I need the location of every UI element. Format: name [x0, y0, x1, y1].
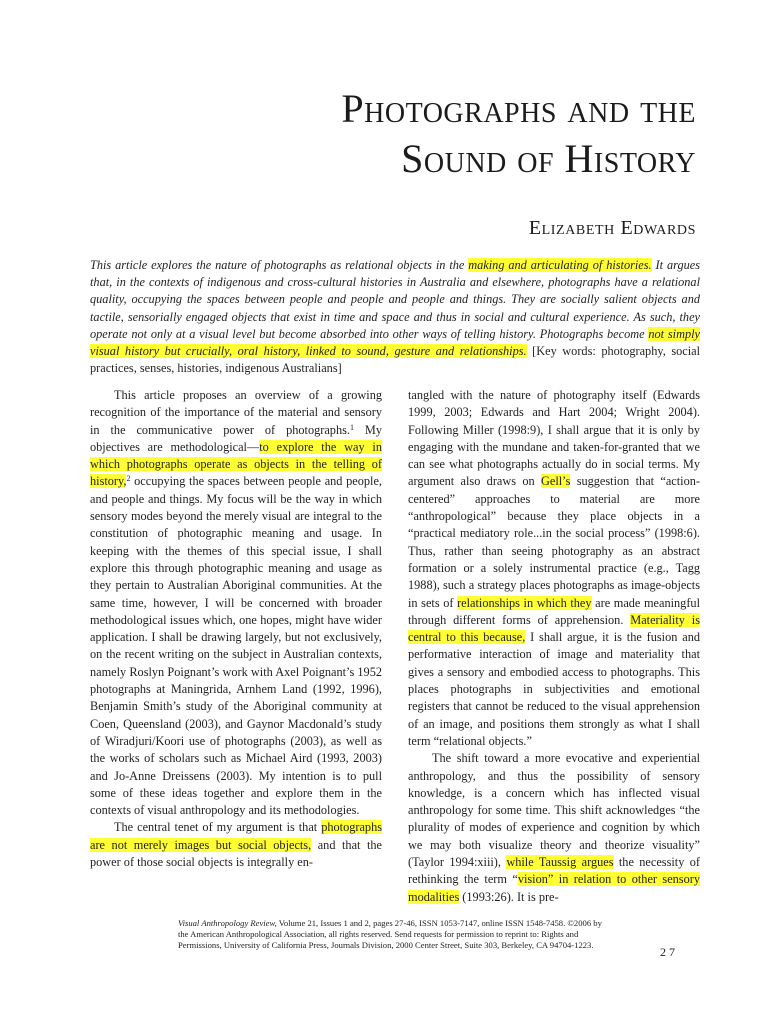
highlight: making and articulating of histories.	[468, 258, 652, 272]
paragraph	[90, 387, 382, 819]
abstract-text: It argues that, in the contexts of indigenous and cross-cultural histories in Australia and elsewhere, photographs have a relational quality, occupying the spaces between people and people and people and things. They are socially salient objects and tactile, sensorially engaged objects that exist in time and space and thus in social and cultural experience. As such, they operate not only at a visual level but become absorbed into other ways of telling history. Photographs become	[90, 258, 700, 341]
body-text: (1993:26). It is pre-	[459, 889, 559, 904]
highlight: Gell’s	[541, 474, 571, 489]
page-number: 27	[660, 945, 678, 959]
abstract-text: This article explores the nature of photographs as relational objects in the	[90, 258, 469, 272]
footer-citation	[178, 918, 608, 952]
body-text: occupying the spaces between people and people, and people and things. My focus will be the way in which sensory modes beyond the merely visual are integral to the constitution of photographic meaning and usage. In keeping with the themes of this special issue, I shall explore this through photographic meaning and usage as they pertain to Australian Aboriginal communities. At the same time, however, I will be concerned with broader methodological issues which, one hopes, might have wider application. I shall be drawing largely, but not exclusively, on the recent writing on the subject in Australian contexts, namely Roslyn Poignant’s work with Axel Poignant’s 1952 photographs at Maningrida, Arnhem Land (1992, 1996), Benjamin Smith’s study of the Aboriginal community at Coen, Queensland (2003), and Gaynor Macdonald’s study of Wiradjuri/Koori use of photographs (2003), as well as the works of scholars such as Michael Aird (1993, 2003) and Jo-Anne Dreissens (2003). My intention is to pull some of these ideas together and explore them in the contexts of visual anthropology and its methodologies.	[90, 474, 382, 818]
title-line-2: Sound of History	[401, 136, 696, 181]
highlight: while Taussig argues	[506, 855, 614, 870]
highlight: relationships in which they	[457, 595, 592, 610]
highlight: Materiality is central to this because,	[408, 612, 700, 645]
highlight: vision” in relation to other sensory modalities	[408, 872, 700, 904]
body-text: and that the power of those social objects is integrally en-	[90, 837, 382, 870]
footnote-ref: 2	[126, 474, 131, 484]
paragraph	[408, 387, 700, 750]
body-text: tangled with the nature of photography itself (Edwards 1999, 2003; Edwards and Hart 2004; Wright 2004). Following Miller (1998:9), I shall argue that it is only by engaging with the mundane and taken-for-granted that we can see what photographs actually do in social terms. My argument also draws on	[408, 388, 700, 489]
left-column	[90, 387, 382, 871]
body-text: This article proposes an overview of a growing recognition of the importance of the material and sensory in the communicative power of photographs.	[90, 388, 382, 437]
abstract	[90, 257, 700, 377]
right-column	[408, 387, 700, 906]
footnote-ref: 1	[349, 422, 354, 432]
body-text: The shift toward a more evocative and experiential anthropology, and thus the possibility of sensory knowledge, is a concern which has inflected visual anthropology for some time. This shift acknowledges “the plurality of modes of experience and cognition by which we may both visualize theory and theorize visuality” (Taylor 1994:xiii),	[408, 751, 700, 870]
body-text: My objectives are methodological—	[90, 422, 382, 454]
body-text: suggestion that “action-centered” approaches to material are more “anthropological” because they place objects in a “practical mediatory role...in the social process” (1998:6). Thus, rather than seeing photography as an abstract formation or a solely instrumental practice (e.g., Tagg 1988), such a strategy places photographs as image-objects in sets of	[408, 474, 700, 610]
body-text: the necessity of rethinking the term “	[408, 855, 700, 887]
body-text: The central tenet of my argument is that	[114, 820, 322, 835]
body-text: are made meaningful through different forms of apprehension.	[408, 595, 700, 627]
highlight: photographs are not merely images but social objects,	[90, 820, 382, 852]
paragraph	[90, 819, 382, 871]
footer-text: Volume 21, Issues 1 and 2, pages 27-46, ISSN 1053-7147, online ISSN 1548-7458. ©2006 by the American Anthropological Association, all rights reserved. Send requests for permission to reprint to: Rights and Permissions, University of California Press, Journals Division, 2000 Center Street, Suite 303, Berkeley, CA 94704-1223.	[178, 918, 602, 951]
author-name: Elizabeth Edwards	[528, 217, 696, 239]
body-text: I shall argue, it is the fusion and performative interaction of image and materiality that gives a sensory and embodied access to photographs. This places photographs in subjectivities and emotional registers that cannot be reduced to the visual apprehension of an image, and positions them strongly as what I shall term “relational objects.”	[408, 630, 700, 748]
journal-name: Visual Anthropology Review,	[178, 918, 277, 928]
key-words: [Key words: photography, social practices, senses, histories, indigenous Australians]	[90, 344, 701, 376]
highlight: to explore the way in which photographs operate as objects in the telling of history,	[90, 439, 382, 489]
paragraph	[408, 750, 700, 906]
highlight: not simply visual history but crucially, oral history, linked to sound, gesture and relationships.	[90, 326, 700, 359]
title-line-1: Photographs and the	[341, 86, 696, 131]
article-title	[341, 84, 696, 184]
